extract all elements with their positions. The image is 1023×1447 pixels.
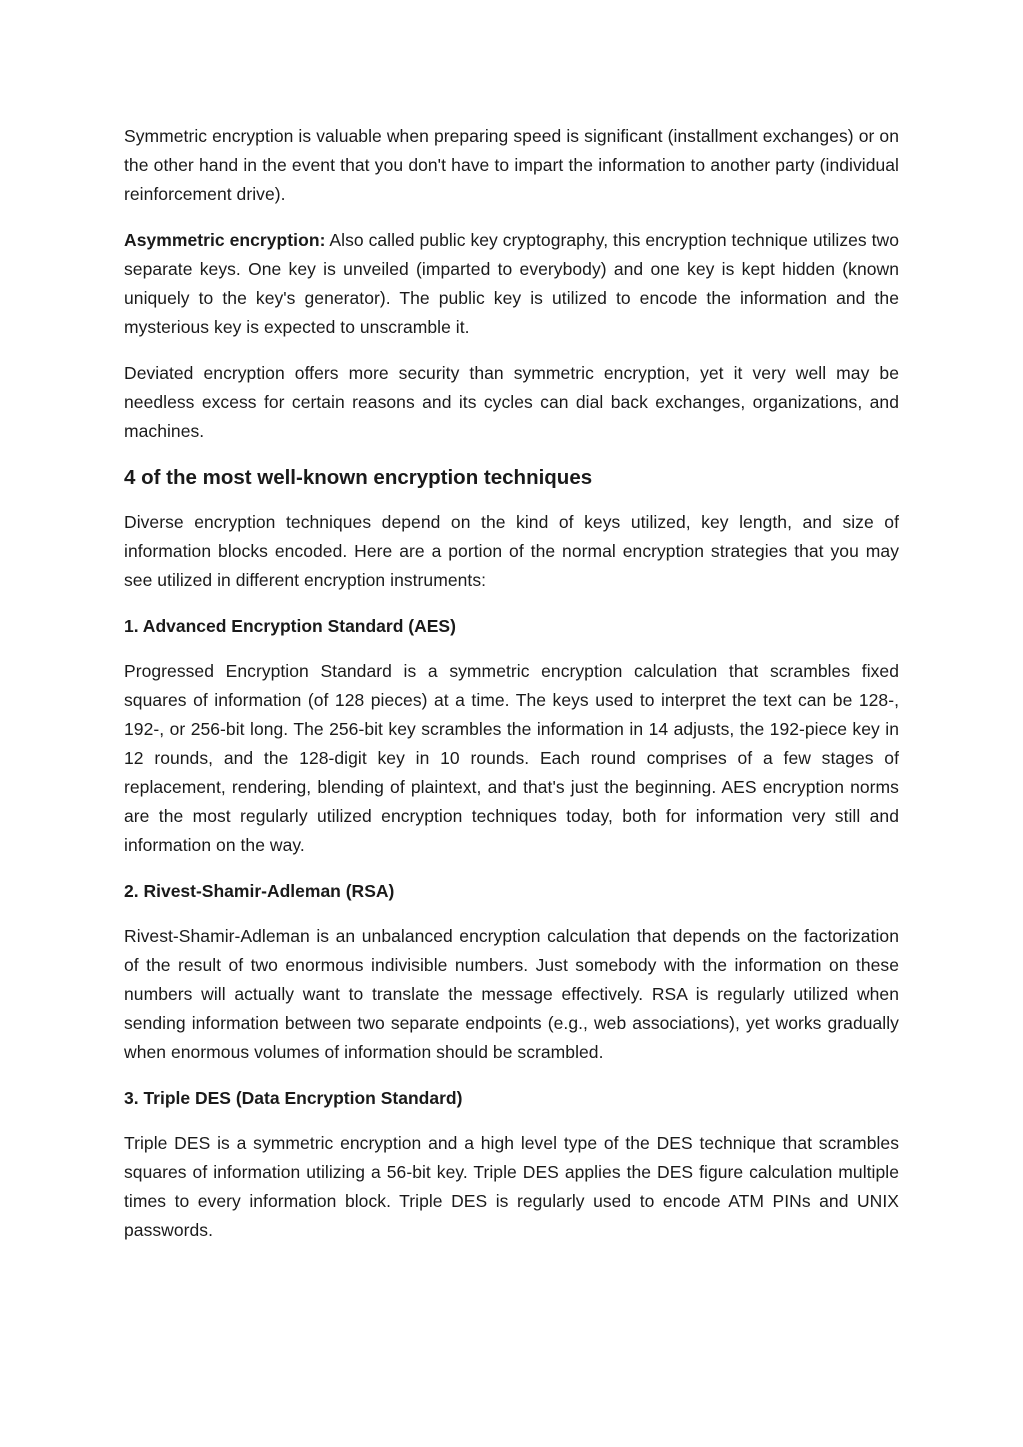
section-heading: 4 of the most well-known encryption techniques [124,466,593,489]
asymmetric-text: Also called public key cryptography, this encryption technique utilizes two separate keys. One key is unveiled (imparted to everybody) and one key is kept hidden (known uniquely to the key's generator). The public key is utilized to encode the information and the mysterious key is expected to unscramble it. [124,230,900,337]
paragraph-symmetric-use: Symmetric encryption is valuable when preparing speed is significant (installment exchanges) or on the other hand in the event that you don't have to impart the information to another party (individual reinforcement drive). [124,126,899,204]
paragraph-intro: Diverse encryption techniques depend on the kind of keys utilized, key length, and size of information blocks encoded. Here are a portion of the normal encryption strategies that you may see utilized in different encryption instruments: [124,512,899,590]
triple-des-heading: 3. Triple DES (Data Encryption Standard) [124,1088,463,1108]
rsa-paragraph: Rivest-Shamir-Adleman is an unbalanced encryption calculation that depends on the factorization of the result of two enormous indivisible numbers. Just somebody with the information on these numbers will actually want to translate the message effectively. RSA is regularly utilized when sending information between two separate endpoints (e.g., web associations), yet works gradually when enormous volumes of information should be scrambled. [124,926,899,1062]
document-body [124,122,899,1262]
asymmetric-lead-term: Asymmetric encryption: [124,230,326,250]
rsa-heading: 2. Rivest-Shamir-Adleman (RSA) [124,881,395,901]
paragraph-asymmetric [124,226,899,342]
aes-paragraph: Progressed Encryption Standard is a symmetric encryption calculation that scrambles fixed squares of information (of 128 pieces) at a time. The keys used to interpret the text can be 128-, 192-, or 256-bit long. The 256-bit key scrambles the information in 14 adjusts, the 192-piece key in 12 rounds, and the 128-digit key in 10 rounds. Each round comprises of a few stages of replacement, rendering, blending of plaintext, and that's just the beginning. AES encryption norms are the most regularly utilized encryption techniques today, both for information very still and information on the way. [124,661,899,855]
aes-heading: 1. Advanced Encryption Standard (AES) [124,616,456,636]
paragraph-deviated: Deviated encryption offers more security than symmetric encryption, yet it very well may be needless excess for certain reasons and its cycles can dial back exchanges, organizations, and machines. [124,363,899,441]
triple-des-paragraph: Triple DES is a symmetric encryption and a high level type of the DES technique that scrambles squares of information utilizing a 56-bit key. Triple DES applies the DES figure calculation multiple times to every information block. Triple DES is regularly used to encode ATM PINs and UNIX passwords. [124,1133,899,1240]
